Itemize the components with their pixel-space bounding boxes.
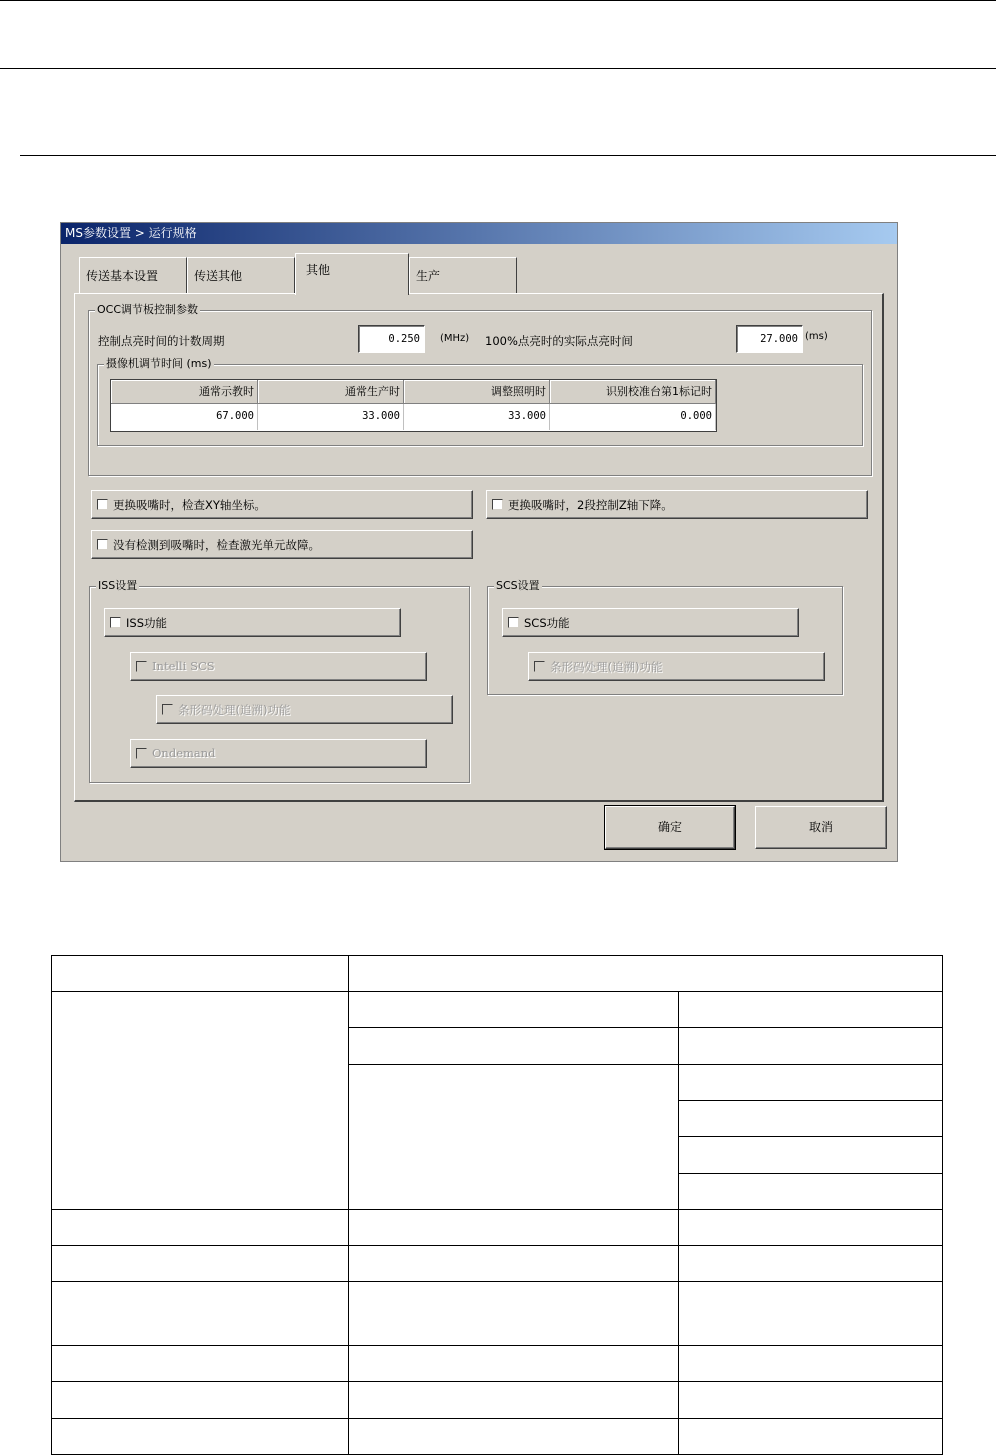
table-cell	[679, 1101, 943, 1137]
tab-label: 传送基本设置	[86, 269, 159, 283]
checkbox-box	[162, 704, 173, 715]
table-cell	[349, 1065, 679, 1210]
tab-production[interactable]	[409, 257, 517, 293]
tab-panel-other	[74, 293, 884, 802]
table-cell	[679, 1137, 943, 1174]
header-rule-top	[0, 0, 996, 1]
header-rule-bottom	[0, 68, 996, 69]
ondemand-checkbox	[130, 739, 427, 768]
grid-header: 识别校准台第1标记时	[550, 380, 716, 404]
table-cell	[52, 1419, 349, 1455]
grid-cell[interactable]: 67.000	[111, 404, 258, 430]
checkbox-label: 条形码处理(追溯)功能	[550, 660, 663, 674]
table-cell	[52, 1346, 349, 1382]
ok-button[interactable]: 确定	[605, 806, 735, 849]
table-cell	[349, 1028, 679, 1065]
checkbox-label: Ondemand	[152, 746, 216, 760]
table-cell	[52, 992, 349, 1210]
table-cell	[679, 1346, 943, 1382]
iss-barcode-checkbox	[156, 695, 453, 724]
table-cell	[52, 1282, 349, 1346]
table-cell	[679, 1419, 943, 1455]
tab-label: 传送其他	[194, 269, 243, 283]
tab-label: 生产	[416, 269, 441, 283]
scs-function-checkbox[interactable]	[502, 608, 799, 637]
tab-conveyor-other[interactable]	[187, 257, 295, 293]
count-period-unit: (MHz)	[440, 333, 470, 344]
checkbox-box	[534, 661, 545, 672]
table-cell	[679, 1282, 943, 1346]
camera-adjust-legend: 摄像机调节时间 (ms)	[106, 357, 212, 370]
table-cell	[349, 1419, 679, 1455]
count-period-label: 控制点亮时间的计数周期	[98, 334, 225, 348]
checkbox-box	[97, 499, 108, 510]
table-cell	[349, 1210, 679, 1246]
iss-function-checkbox[interactable]	[104, 608, 401, 637]
actual-on-time-unit: (ms)	[805, 331, 828, 342]
checkbox-label: 更换吸嘴时，检查XY轴坐标。	[113, 498, 266, 512]
table-cell	[349, 1382, 679, 1419]
checkbox-box	[508, 617, 519, 628]
table-cell	[679, 1210, 943, 1246]
table-cell	[52, 1382, 349, 1419]
checkbox-label: ISS功能	[126, 616, 167, 630]
check-xy-checkbox[interactable]	[91, 490, 473, 519]
ms-parameter-dialog	[60, 222, 898, 862]
laser-fault-checkbox[interactable]	[91, 530, 473, 559]
actual-on-time-label: 100%点亮时的实际点亮时间	[485, 334, 633, 348]
table-cell	[349, 956, 943, 992]
table-cell	[52, 956, 349, 992]
grid-header: 通常生产时	[258, 380, 404, 404]
table-cell	[349, 1282, 679, 1346]
table-cell	[679, 1065, 943, 1101]
checkbox-box	[136, 661, 147, 672]
table-cell	[679, 1174, 943, 1210]
spec-table	[51, 955, 943, 1455]
checkbox-box	[110, 617, 121, 628]
dialog-title: MS参数设置 > 运行规格	[61, 223, 897, 244]
grid-header: 通常示教时	[111, 380, 258, 404]
tab-other[interactable]	[295, 253, 409, 295]
occ-group-legend: OCC调节板控制参数	[97, 303, 199, 316]
table-cell	[349, 1246, 679, 1282]
checkbox-label: SCS功能	[524, 616, 570, 630]
table-cell	[679, 1028, 943, 1065]
tab-label: 其他	[306, 263, 331, 277]
checkbox-label: Intelli SCS	[152, 659, 215, 673]
camera-adjust-group	[97, 357, 863, 446]
grid-header: 调整照明时	[404, 380, 550, 404]
table-cell	[679, 992, 943, 1028]
section-rule	[20, 155, 996, 156]
tab-conveyor-basic[interactable]	[79, 257, 187, 293]
actual-on-time-field[interactable]: 27.000	[736, 325, 803, 353]
intelli-scs-checkbox	[130, 652, 427, 681]
count-period-field[interactable]: 0.250	[358, 325, 425, 353]
table-cell	[52, 1210, 349, 1246]
checkbox-box	[97, 539, 108, 550]
table-cell	[349, 1346, 679, 1382]
scs-barcode-checkbox	[528, 652, 825, 681]
checkbox-box	[492, 499, 503, 510]
camera-time-grid	[110, 379, 717, 432]
table-cell	[349, 992, 679, 1028]
scs-group	[487, 579, 843, 695]
cancel-button[interactable]: 取消	[755, 806, 887, 849]
checkbox-label: 条形码处理(追溯)功能	[178, 703, 291, 717]
table-cell	[52, 1246, 349, 1282]
checkbox-label: 更换吸嘴时，2段控制Z轴下降。	[508, 498, 673, 512]
table-cell	[679, 1382, 943, 1419]
grid-cell[interactable]: 33.000	[258, 404, 404, 430]
checkbox-label: 没有检测到吸嘴时，检查激光单元故障。	[113, 538, 320, 552]
table-cell	[679, 1246, 943, 1282]
iss-group	[89, 579, 470, 783]
grid-cell[interactable]: 0.000	[550, 404, 716, 430]
z-axis-two-stage-checkbox[interactable]	[486, 490, 868, 519]
grid-cell[interactable]: 33.000	[404, 404, 550, 430]
iss-group-legend: ISS设置	[98, 579, 138, 592]
checkbox-box	[136, 748, 147, 759]
occ-group	[88, 303, 872, 476]
scs-group-legend: SCS设置	[496, 579, 540, 592]
